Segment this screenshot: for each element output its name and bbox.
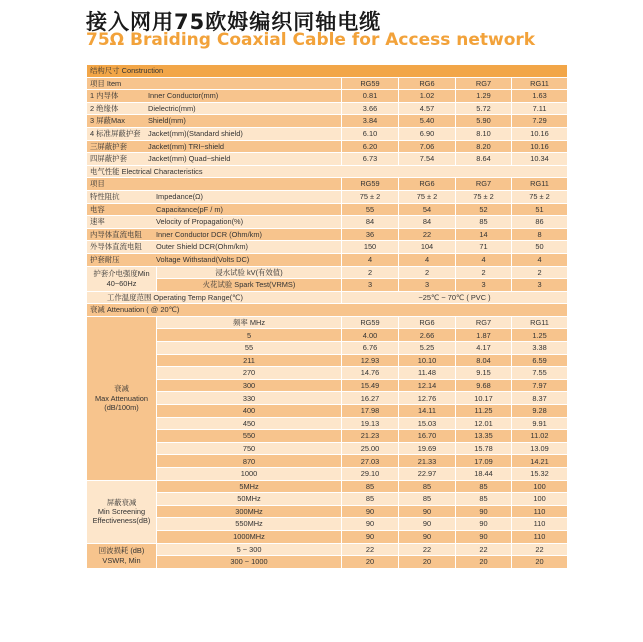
row-label-en: Jacket(mm) Quad~shield	[148, 154, 231, 164]
value-cell: 1.25	[512, 329, 568, 342]
value-cell: 7.29	[512, 115, 568, 128]
row-label-en: Outer Shield DCR(Ohm/km)	[156, 242, 248, 252]
section-header-attenuation	[87, 304, 568, 317]
value-cell: RG7	[456, 178, 512, 191]
value-cell: 19.69	[399, 442, 456, 455]
column-header-item: 项目	[87, 178, 342, 191]
row-label-cn: 护套耐压	[90, 255, 120, 264]
value-cell: 7.54	[399, 153, 456, 166]
row-label-en: Shield(mm)	[148, 116, 186, 126]
value-cell: 20	[399, 556, 456, 569]
value-cell: 1.63	[512, 90, 568, 103]
value-cell: 6.76	[342, 342, 399, 355]
table-row	[87, 329, 568, 342]
row-label-cn: 四屏蔽护套	[90, 154, 127, 164]
strength-label-line2: 40~60Hz	[106, 278, 137, 288]
value-cell: 20	[342, 556, 399, 569]
section-header-electrical	[87, 165, 568, 178]
attenuation-label-line2: Max Attenuation	[94, 393, 148, 403]
strength-group-label	[87, 266, 157, 291]
table-row	[87, 90, 568, 103]
frequency-cell: 400	[157, 405, 342, 418]
spec-table-body	[87, 65, 568, 569]
value-cell: 2	[342, 266, 399, 279]
strength-label-line1: 护套介电强度Min	[93, 269, 150, 279]
row-label-en: Inner Conductor(mm)	[148, 91, 219, 101]
table-row	[87, 379, 568, 392]
value-cell: 8.04	[456, 354, 512, 367]
table-row	[87, 442, 568, 455]
frequency-cell: 300MHz	[157, 505, 342, 518]
value-cell: 6.10	[342, 127, 399, 140]
value-cell: 9.28	[512, 405, 568, 418]
value-cell: 110	[512, 530, 568, 543]
value-cell: 104	[399, 241, 456, 254]
row-label-en: Inner Conductor DCR (Ohm/km)	[156, 229, 262, 239]
value-cell: 50	[512, 241, 568, 254]
value-cell: 8	[512, 228, 568, 241]
row-label-cn: 4 标准屏蔽护套	[90, 129, 141, 139]
screening-label-line3: Effectiveness(dB)	[92, 516, 151, 526]
value-cell: 71	[456, 241, 512, 254]
value-cell: 90	[456, 505, 512, 518]
value-cell: 75 ± 2	[342, 190, 399, 203]
vswr-label-line1: 回波损耗 (dB)	[98, 546, 145, 556]
value-cell: 22	[342, 543, 399, 556]
value-cell: 85	[342, 480, 399, 493]
table-row	[87, 480, 568, 493]
value-cell: 51	[512, 203, 568, 216]
value-cell: RG59	[342, 316, 399, 329]
value-cell: 36	[342, 228, 399, 241]
value-cell: 11.48	[399, 367, 456, 380]
value-cell: 3	[512, 279, 568, 292]
value-cell: 20	[456, 556, 512, 569]
frequency-cell: 550MHz	[157, 518, 342, 531]
screening-label-line2: Min Screening	[97, 506, 146, 516]
temp-range-label: 工作温度范围 Operating Temp Range(℃)	[87, 291, 342, 304]
value-cell: 84	[342, 216, 399, 229]
title-english: 75Ω Braiding Coaxial Cable for Access network	[86, 30, 536, 50]
strength-test-label: 火花试验 Spark Test(VRMS)	[157, 279, 342, 292]
value-cell: 17.98	[342, 405, 399, 418]
value-cell: 55	[342, 203, 399, 216]
row-label-cn: 电容	[90, 204, 105, 214]
value-cell: RG11	[512, 77, 568, 90]
row-label	[87, 241, 342, 254]
column-header-item: 项目 Item	[87, 77, 342, 90]
row-label-en: Voltage Withstand(Volts DC)	[156, 255, 250, 264]
value-cell: 75 ± 2	[512, 190, 568, 203]
electrical-column-header	[87, 178, 568, 191]
value-cell: 8.20	[456, 140, 512, 153]
screening-group-label	[87, 480, 157, 543]
value-cell: 11.02	[512, 430, 568, 443]
value-cell: 2	[399, 266, 456, 279]
value-cell: 4.57	[399, 102, 456, 115]
value-cell: 0.81	[342, 90, 399, 103]
row-label	[87, 127, 342, 140]
value-cell: RG59	[342, 77, 399, 90]
value-cell: 2	[512, 266, 568, 279]
row-label-en: Capacitance(pF / m)	[156, 204, 223, 214]
value-cell: 3.38	[512, 342, 568, 355]
value-cell: RG6	[399, 178, 456, 191]
construction-column-header	[87, 77, 568, 90]
frequency-cell: 330	[157, 392, 342, 405]
table-row	[87, 291, 568, 304]
frequency-cell: 870	[157, 455, 342, 468]
value-cell: 22.97	[399, 468, 456, 481]
table-row	[87, 392, 568, 405]
value-cell: 9.15	[456, 367, 512, 380]
table-row	[87, 455, 568, 468]
value-cell: 90	[399, 530, 456, 543]
table-row	[87, 228, 568, 241]
value-cell: 25.00	[342, 442, 399, 455]
table-row	[87, 468, 568, 481]
value-cell: RG6	[399, 316, 456, 329]
row-label	[87, 190, 342, 203]
row-label	[87, 102, 342, 115]
table-row	[87, 190, 568, 203]
table-row	[87, 493, 568, 506]
value-cell: 16.70	[399, 430, 456, 443]
row-label-en: Jacket(mm) TRI~shield	[148, 141, 225, 151]
row-label	[87, 216, 342, 229]
vswr-label-line2: VSWR, Min	[102, 555, 141, 565]
frequency-cell: 450	[157, 417, 342, 430]
value-cell: 9.91	[512, 417, 568, 430]
table-row	[87, 518, 568, 531]
value-cell: 85	[399, 480, 456, 493]
frequency-cell: 55	[157, 342, 342, 355]
vswr-group-label	[87, 543, 157, 568]
value-cell: 8.10	[456, 127, 512, 140]
value-cell: 3	[342, 279, 399, 292]
value-cell: 5.40	[399, 115, 456, 128]
value-cell: 1.87	[456, 329, 512, 342]
row-label-cn: 外导体直流电阻	[90, 242, 142, 252]
value-cell: 85	[399, 493, 456, 506]
row-label	[87, 253, 342, 266]
value-cell: 90	[342, 505, 399, 518]
row-label	[87, 203, 342, 216]
table-row	[87, 530, 568, 543]
value-cell: RG7	[456, 316, 512, 329]
value-cell: 10.10	[399, 354, 456, 367]
value-cell: 1.02	[399, 90, 456, 103]
value-cell: 12.76	[399, 392, 456, 405]
row-label-cn: 2 绝缘体	[90, 103, 119, 113]
value-cell: 13.35	[456, 430, 512, 443]
value-cell: 22	[512, 543, 568, 556]
value-cell: 85	[456, 493, 512, 506]
value-cell: 22	[399, 543, 456, 556]
value-cell: 13.09	[512, 442, 568, 455]
value-cell: 19.13	[342, 417, 399, 430]
value-cell: RG11	[512, 316, 568, 329]
value-cell: 4.00	[342, 329, 399, 342]
value-cell: 1.29	[456, 90, 512, 103]
value-cell: 10.17	[456, 392, 512, 405]
value-cell: 100	[512, 480, 568, 493]
value-cell: 6.90	[399, 127, 456, 140]
table-row	[87, 153, 568, 166]
frequency-cell: 5 ~ 300	[157, 543, 342, 556]
frequency-cell: 300 ~ 1000	[157, 556, 342, 569]
value-cell: 7.11	[512, 102, 568, 115]
row-label	[87, 153, 342, 166]
value-cell: 11.25	[456, 405, 512, 418]
table-row	[87, 342, 568, 355]
attenuation-group-label	[87, 316, 157, 480]
attenuation-label-line3: (dB/100m)	[104, 402, 139, 412]
value-cell: 2.66	[399, 329, 456, 342]
value-cell: 12.93	[342, 354, 399, 367]
temp-range-value: ~25℃ ~ 70℃ ( PVC )	[342, 291, 568, 304]
value-cell: 5.90	[456, 115, 512, 128]
table-row	[87, 241, 568, 254]
value-cell: 3	[399, 279, 456, 292]
value-cell: 14.11	[399, 405, 456, 418]
value-cell: 150	[342, 241, 399, 254]
row-label-en: Velocity of Propagation(%)	[156, 217, 244, 227]
value-cell: RG6	[399, 77, 456, 90]
value-cell: 9.68	[456, 379, 512, 392]
value-cell: 52	[456, 203, 512, 216]
value-cell: 12.01	[456, 417, 512, 430]
value-cell: 90	[399, 518, 456, 531]
row-label	[87, 228, 342, 241]
value-cell: 21.33	[399, 455, 456, 468]
value-cell: RG7	[456, 77, 512, 90]
table-row	[87, 253, 568, 266]
frequency-cell: 5	[157, 329, 342, 342]
value-cell: 10.16	[512, 140, 568, 153]
row-label-cn: 3 屏蔽Max	[90, 116, 125, 126]
screening-label-line1: 屏蔽衰减	[106, 497, 137, 507]
value-cell: 21.23	[342, 430, 399, 443]
table-row	[87, 115, 568, 128]
value-cell: 54	[399, 203, 456, 216]
value-cell: 14	[456, 228, 512, 241]
value-cell: 90	[342, 530, 399, 543]
table-row	[87, 556, 568, 569]
frequency-cell: 5MHz	[157, 480, 342, 493]
value-cell: 22	[399, 228, 456, 241]
spec-table	[86, 64, 568, 569]
frequency-cell: 211	[157, 354, 342, 367]
value-cell: 15.49	[342, 379, 399, 392]
table-row	[87, 127, 568, 140]
value-cell: 85	[456, 480, 512, 493]
value-cell: 5.25	[399, 342, 456, 355]
value-cell: 20	[512, 556, 568, 569]
value-cell: 6.59	[512, 354, 568, 367]
value-cell: 4	[399, 253, 456, 266]
frequency-cell: 270	[157, 367, 342, 380]
table-row	[87, 102, 568, 115]
value-cell: 100	[512, 493, 568, 506]
value-cell: 4	[456, 253, 512, 266]
value-cell: RG11	[512, 178, 568, 191]
value-cell: 110	[512, 505, 568, 518]
table-row	[87, 417, 568, 430]
value-cell: 14.21	[512, 455, 568, 468]
value-cell: 16.27	[342, 392, 399, 405]
row-label-cn: 内导体直流电阻	[90, 229, 142, 239]
table-row	[87, 266, 568, 279]
frequency-cell: 50MHz	[157, 493, 342, 506]
row-label	[87, 90, 342, 103]
value-cell: 85	[342, 493, 399, 506]
section-title-electrical: 电气性能 Electrical Characteristics	[87, 165, 568, 178]
row-label-en: Dielectric(mm)	[148, 103, 196, 113]
value-cell: 7.55	[512, 367, 568, 380]
value-cell: 110	[512, 518, 568, 531]
section-header-construction	[87, 65, 568, 78]
attenuation-column-header	[87, 316, 568, 329]
title-chinese: 接入网用75欧姆编织同轴电缆	[86, 10, 382, 34]
strength-test-label: 浸水试验 kV(有效值)	[157, 266, 342, 279]
value-cell: 75 ± 2	[399, 190, 456, 203]
table-row	[87, 216, 568, 229]
value-cell: 84	[399, 216, 456, 229]
value-cell: 15.78	[456, 442, 512, 455]
value-cell: 86	[512, 216, 568, 229]
value-cell: RG59	[342, 178, 399, 191]
value-cell: 14.76	[342, 367, 399, 380]
row-label-cn: 速率	[90, 217, 105, 227]
value-cell: 3.84	[342, 115, 399, 128]
table-row	[87, 279, 568, 292]
value-cell: 10.34	[512, 153, 568, 166]
value-cell: 15.03	[399, 417, 456, 430]
table-row	[87, 354, 568, 367]
value-cell: 27.03	[342, 455, 399, 468]
row-label	[87, 140, 342, 153]
value-cell: 90	[456, 530, 512, 543]
frequency-header: 频率 MHz	[157, 316, 342, 329]
table-row	[87, 140, 568, 153]
frequency-cell: 1000	[157, 468, 342, 481]
value-cell: 75 ± 2	[456, 190, 512, 203]
attenuation-label-line1: 衰减	[114, 384, 129, 394]
table-row	[87, 203, 568, 216]
value-cell: 12.14	[399, 379, 456, 392]
row-label	[87, 115, 342, 128]
value-cell: 3	[456, 279, 512, 292]
frequency-cell: 1000MHz	[157, 530, 342, 543]
value-cell: 6.20	[342, 140, 399, 153]
section-title-construction: 结构尺寸 Construction	[87, 65, 568, 78]
value-cell: 6.73	[342, 153, 399, 166]
section-title-attenuation: 衰减 Attenuation ( @ 20℃)	[87, 304, 568, 317]
table-row	[87, 430, 568, 443]
value-cell: 85	[456, 216, 512, 229]
value-cell: 18.44	[456, 468, 512, 481]
value-cell: 7.06	[399, 140, 456, 153]
value-cell: 90	[342, 518, 399, 531]
table-row	[87, 405, 568, 418]
value-cell: 29.10	[342, 468, 399, 481]
row-label-en: Jacket(mm)(Standard shield)	[148, 129, 243, 139]
table-row	[87, 505, 568, 518]
frequency-cell: 550	[157, 430, 342, 443]
value-cell: 90	[399, 505, 456, 518]
frequency-cell: 750	[157, 442, 342, 455]
value-cell: 4	[512, 253, 568, 266]
table-row	[87, 367, 568, 380]
value-cell: 8.37	[512, 392, 568, 405]
value-cell: 3.66	[342, 102, 399, 115]
frequency-cell: 300	[157, 379, 342, 392]
value-cell: 5.72	[456, 102, 512, 115]
value-cell: 2	[456, 266, 512, 279]
value-cell: 10.16	[512, 127, 568, 140]
value-cell: 8.64	[456, 153, 512, 166]
value-cell: 15.32	[512, 468, 568, 481]
row-label-cn: 1 内导体	[90, 91, 119, 101]
row-label-cn: 特性阻抗	[90, 192, 120, 202]
row-label-cn: 三屏蔽护套	[90, 141, 127, 151]
value-cell: 7.97	[512, 379, 568, 392]
value-cell: 90	[456, 518, 512, 531]
value-cell: 22	[456, 543, 512, 556]
row-label-en: Impedance(Ω)	[156, 192, 204, 202]
value-cell: 4	[342, 253, 399, 266]
value-cell: 17.09	[456, 455, 512, 468]
table-row	[87, 543, 568, 556]
value-cell: 4.17	[456, 342, 512, 355]
